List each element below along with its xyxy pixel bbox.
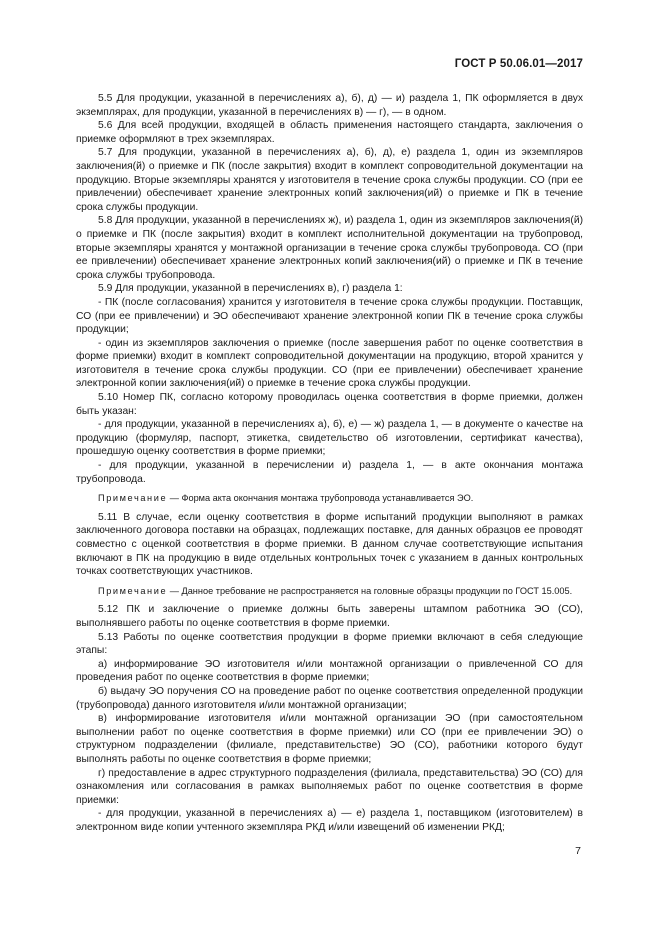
clause-5-9-item-1: - ПК (после согласования) хранится у изготовителя в течение срока службы продукции. Поставщик, СО (при ее привлечении) и ЭО обеспечивают хранение электронной копии ПК в течение срока службы продукции; — [76, 296, 583, 336]
document-body — [76, 92, 583, 834]
clause-5-9-item-2: - один из экземпляров заключения о приемке (после завершения работ по оценке соответствия в форме приемки) входит в комплект сопроводительной документации на продукцию, второй хранится у изготовителя в течение срока службы продукции. СО (при ее привлечении) обеспечивает хранение электронной копии заключения(ий) о приемке в течение срока службы продукции. — [76, 337, 583, 390]
note-2-text: — Данное требование не распространяется на головные образцы продукции по ГОСТ 15.005. — [167, 585, 573, 596]
clause-5-13-item-c: в) информирование изготовителя и/или монтажной организации ЭО (при самостоятельном выполнении работ по оценке соответствия в форме приемки) или СО (при ее привлечении ЭО) о структурном подразделении (филиале, представительстве) ЭО (СО), работники которого будут выполнять работы по оценке соответствия в форме приемки; — [76, 713, 583, 765]
clause-5-13-item-d-1: - для продукции, указанной в перечислениях а) — е) раздела 1, поставщиком (изготовителем) в электронном виде копии учтенного экземпляра РКД и/или извещений об изменении РКД; — [76, 808, 583, 833]
clause-5-9: 5.9 Для продукции, указанной в перечислениях в), г) раздела 1: — [98, 283, 403, 295]
clause-5-10: 5.10 Номер ПК, согласно которому проводилась оценка соответствия в форме приемки, должен быть указан: — [76, 392, 583, 417]
clause-5-8: 5.8 Для продукции, указанной в перечислениях ж), и) раздела 1, один из экземпляров заключения(й) о приемке и ПК (после закрытия) входит в комплект исполнительной документации на трубопровод, вторые экземпляры хранятся у монтажной организации в течение срока службы трубопровода. СО (при ее привлечении) обеспечивает хранение электронных копий заключения(ий) о приемке и ПК в течение срока службы трубопровода. — [76, 215, 583, 281]
page-number: 7 — [575, 845, 581, 857]
clause-5-6: 5.6 Для всей продукции, входящей в область применения настоящего стандарта, заключения о приемке оформляют в трех экземплярах. — [76, 120, 583, 145]
clause-5-13-item-d: г) предоставление в адрес структурного подразделения (филиала, представительства) ЭО (СО) для ознакомления или согласования в рамках выполняемых работ по оценке соответствия в форме приемки: — [76, 767, 583, 806]
note-2 — [76, 585, 583, 598]
clause-5-13: 5.13 Работы по оценке соответствия продукции в форме приемки включают в себя следующие этапы: — [76, 631, 583, 657]
note-1-label: Примечание — [98, 493, 168, 504]
clause-5-10-item-2: - для продукции, указанной в перечислении и) раздела 1, — в акте окончания монтажа трубопровода. — [76, 460, 583, 485]
clause-5-10-item-1: - для продукции, указанной в перечислениях а), б), е) — ж) раздела 1, — в документе о качестве на продукцию (формуляр, паспорт, этикетка, свидетельство об изготовлении, сертификат качества), прошедшую оценку соответствия в форме приемки; — [76, 419, 583, 458]
clause-5-13-item-a: а) информирование ЭО изготовителя и/или монтажной организации о привлеченной СО для проведения работ по оценке соответствия в форме приемки; — [76, 658, 583, 684]
document-standard-number: ГОСТ Р 50.06.01—2017 — [454, 58, 583, 70]
clause-5-12: 5.12 ПК и заключение о приемке должны быть заверены штампом работника ЭО (СО), выполнявшего работы по оценке соответствия в форме приемки. — [76, 604, 583, 629]
clause-5-13-item-b: б) выдачу ЭО поручения СО на проведение работ по оценке соответствия определенной продукции (трубопровода) данного изготовителя и/или монтажной организации; — [76, 685, 583, 711]
note-1 — [76, 492, 583, 505]
clause-5-5: 5.5 Для продукции, указанной в перечислениях а), б), д) — и) раздела 1, ПК оформляется в двух экземплярах, для продукции, указанной в перечислениях в) — г), — в одном. — [76, 93, 583, 118]
clause-5-7: 5.7 Для продукции, указанной в перечислениях а), б), д), е) раздела 1, один из экземпляров заключения(й) о приемке и ПК (после закрытия) входит в комплект сопроводительной документации на продукцию. Вторые экземпляры хранятся у изготовителя в течение срока службы продукции. СО (при ее привлечении) обеспечивает хранение электронных копий заключения(ий) о приемке и ПК в течение срока службы продукции. — [76, 147, 583, 213]
note-1-text: — Форма акта окончания монтажа трубопровода устанавливается ЭО. — [167, 493, 474, 504]
note-2-label: Примечание — [98, 585, 168, 596]
clause-5-11: 5.11 В случае, если оценку соответствия в форме испытаний продукции выполняют в рамках заключенного договора поставки на образцах, подлежащих поставке, для данных образцов ее проводят совместно с оценкой соответствия в форме приемки. В данном случае соответствующие испытания включают в ПК на продукцию в виде отдельных контрольных точек с указанием в данных контрольных точках соответствующих участников. — [76, 511, 583, 578]
